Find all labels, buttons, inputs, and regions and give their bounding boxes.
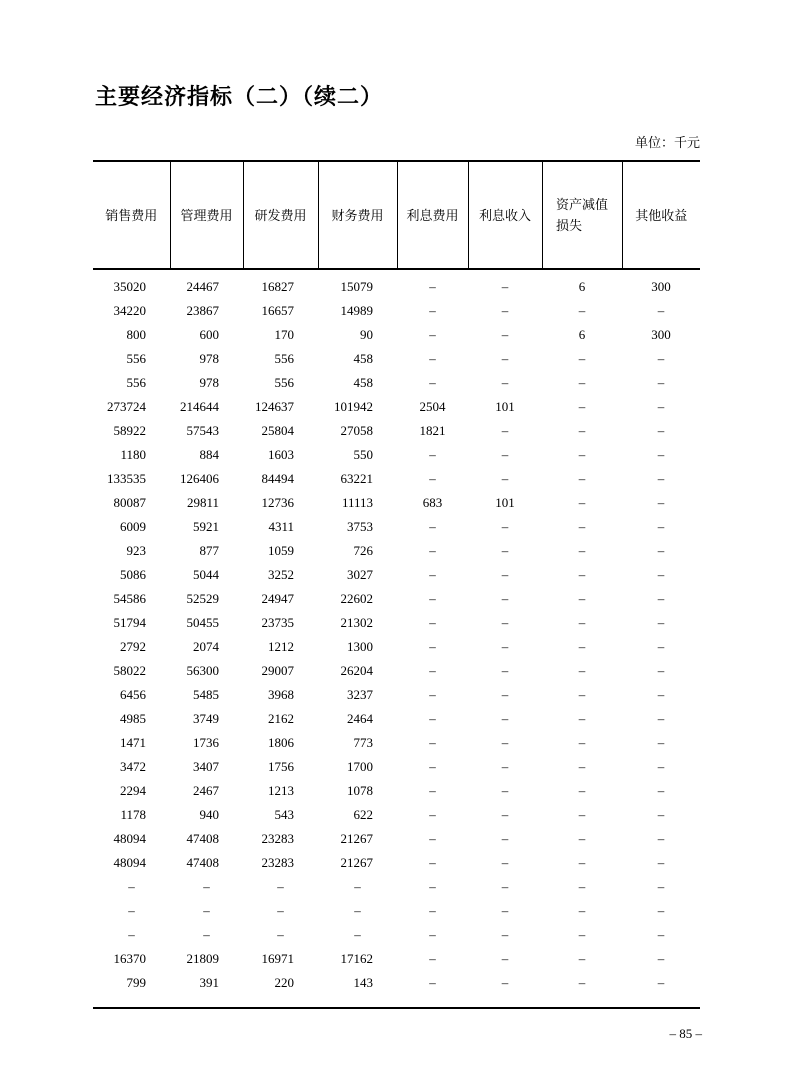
table-cell: – [657,567,665,582]
table-cell: – [501,903,509,918]
table-cell: – [501,927,509,942]
table-cell: – [429,639,436,654]
table-cell: 29007 [261,663,294,678]
table-cell: – [429,303,436,318]
table-cell: 23735 [261,615,294,630]
table-cell: – [578,807,586,822]
table-cell: 15079 [340,279,373,294]
table-cell: – [578,831,586,846]
table-cell: – [657,471,665,486]
table-row [93,755,700,779]
table-cell: – [578,879,586,894]
table-cell: 4311 [268,519,294,534]
table-row [93,707,700,731]
table-cell: – [501,375,509,390]
table-cell: 4985 [120,711,146,726]
table-cell: – [501,543,509,558]
table-cell: 21809 [186,951,219,966]
table-cell: 458 [353,375,373,390]
table-cell: – [501,447,509,462]
table-cell: 1180 [120,447,146,462]
table-cell: 24467 [186,279,219,294]
table-cell: 48094 [113,831,146,846]
table-cell: 50455 [186,615,219,630]
table-row [93,587,700,611]
table-cell: – [429,927,436,942]
table-cell: 556 [126,351,146,366]
table-cell: 3472 [120,759,146,774]
table-cell: 48094 [113,855,146,870]
table-cell: – [578,567,586,582]
table-cell: – [429,519,436,534]
table-cell: 26204 [340,663,373,678]
table-row [93,635,700,659]
table-cell: 17162 [340,951,373,966]
table-cell: 34220 [113,303,146,318]
table-cell: – [501,567,509,582]
table-row [93,515,700,539]
table-cell: 1736 [193,735,219,750]
table-cell: – [657,423,665,438]
table-cell: 16971 [261,951,294,966]
table-cell: 5044 [193,567,219,582]
page-title: 主要经济指标（二）（续二） [95,84,384,109]
table-cell: 3749 [193,711,219,726]
table-cell: 101 [495,495,515,510]
table-cell: 799 [126,975,146,990]
table-cell: 600 [199,327,219,342]
table-cell: 1806 [268,735,294,750]
table-body [93,269,700,1008]
table-cell: – [657,495,665,510]
table-cell: – [578,783,586,798]
table-cell: 54586 [113,591,146,606]
table-cell: – [501,855,509,870]
table-cell: – [429,831,436,846]
table-cell: 556 [274,375,294,390]
table-cell: 556 [126,375,146,390]
table-cell: 2294 [120,783,146,798]
table-cell: 978 [199,351,219,366]
table-cell: – [501,519,509,534]
table-cell: – [501,663,509,678]
table-row [93,827,700,851]
table-cell: 16657 [261,303,294,318]
table-cell: 124637 [255,399,294,414]
table-cell: – [657,759,665,774]
table-cell: – [657,735,665,750]
table-cell: – [578,759,586,774]
table-cell: – [657,903,665,918]
table-cell: – [354,903,361,918]
table-row [93,899,700,923]
table-cell: 6 [578,327,586,342]
table-cell: – [501,951,509,966]
table-cell: 2792 [120,639,146,654]
table-cell: 800 [126,327,146,342]
table-cell: 21302 [340,615,373,630]
table-cell: – [578,495,586,510]
table-cell: – [128,879,135,894]
table-cell: 1821 [419,423,446,438]
table-row [93,875,700,899]
table-cell: – [501,879,509,894]
table-cell: 300 [651,279,671,294]
table-cell: 6 [578,279,586,294]
column-header: 管理费用 [170,161,243,269]
table-cell: 12736 [261,495,294,510]
table-cell: 978 [199,375,219,390]
table-cell: – [501,423,509,438]
table-cell: – [429,567,436,582]
table-row [93,269,700,299]
table-row [93,467,700,491]
unit-note: 单位：千元 [634,135,700,150]
table-cell: – [203,927,210,942]
table-cell: – [657,375,665,390]
table-cell: – [657,663,665,678]
table-cell: – [578,735,586,750]
table-cell: – [203,903,210,918]
table-cell: – [578,663,586,678]
table-cell: – [203,879,210,894]
table-cell: – [657,447,665,462]
table-cell: 84494 [261,471,294,486]
page-number: – 85 – [669,1026,702,1041]
table-row [93,923,700,947]
table-cell: – [657,591,665,606]
table-cell: – [429,903,436,918]
table-cell: 56300 [186,663,219,678]
table-cell: 25804 [261,423,294,438]
table-cell: 21267 [340,855,373,870]
table-cell: – [501,279,509,294]
table-cell: 5921 [193,519,219,534]
table-cell: – [429,735,436,750]
table-cell: – [657,351,665,366]
table-row [93,539,700,563]
table-cell: – [429,543,436,558]
table-cell: – [501,303,509,318]
table-cell: 90 [360,327,373,342]
table-cell: – [657,711,665,726]
table-cell: 1078 [347,783,373,798]
table-cell: – [657,855,665,870]
table-cell: 1756 [268,759,294,774]
table-cell: – [429,879,436,894]
table-cell: 884 [199,447,219,462]
table-cell: – [501,639,509,654]
table-cell: – [657,543,665,558]
table-cell: – [578,423,586,438]
table-cell: – [578,471,586,486]
table-cell: 5485 [193,687,219,702]
table-cell: – [578,543,586,558]
table-row [93,395,700,419]
table-cell: – [429,783,436,798]
table-row [93,851,700,875]
table-container [93,160,700,1009]
table-cell: 2504 [419,399,446,414]
table-cell: 1700 [347,759,373,774]
table-cell: – [429,327,436,342]
table-cell: 23283 [261,855,294,870]
table-cell: 23283 [261,831,294,846]
table-cell: 220 [274,975,294,990]
table-cell: 47408 [186,855,219,870]
table-cell: – [128,903,135,918]
table-cell: 773 [353,735,373,750]
table-cell: 1178 [120,807,146,822]
table-cell: – [429,663,436,678]
table-cell: – [578,639,586,654]
table-cell: – [501,807,509,822]
table-cell: 550 [353,447,373,462]
table-cell: 14989 [340,303,373,318]
table-cell: – [578,351,586,366]
table-cell: 2074 [193,639,219,654]
table-cell: – [429,615,436,630]
table-row [93,683,700,707]
column-header: 财务费用 [318,161,397,269]
table-cell: – [429,975,436,990]
economic-indicators-table [93,160,700,1009]
table-cell: – [429,951,436,966]
table-cell: – [578,951,586,966]
table-cell: 47408 [186,831,219,846]
table-cell: 3753 [347,519,373,534]
table-cell: – [657,639,665,654]
table-cell: 52529 [186,591,219,606]
table-cell: 3027 [347,567,373,582]
table-cell: 3968 [268,687,294,702]
table-cell: – [578,447,586,462]
table-cell: 726 [353,543,373,558]
table-row [93,371,700,395]
table-cell: 57543 [186,423,219,438]
table-cell: 101942 [334,399,373,414]
table-cell: – [501,687,509,702]
table-row [93,947,700,971]
table-cell: – [501,759,509,774]
table-cell: – [578,687,586,702]
table-cell: – [429,375,436,390]
table-cell: 22602 [340,591,373,606]
table-cell: 24947 [261,591,294,606]
table-cell: 58922 [113,423,146,438]
table-cell: – [578,711,586,726]
table-cell: 1212 [268,639,294,654]
table-row [93,443,700,467]
table-cell: 58022 [113,663,146,678]
table-cell: 300 [651,327,671,342]
table-cell: – [501,591,509,606]
column-header: 其他收益 [622,161,700,269]
table-cell: – [657,879,665,894]
table-cell: – [657,831,665,846]
table-cell: – [429,351,436,366]
table-cell: – [429,711,436,726]
table-cell: 6456 [120,687,146,702]
table-cell: – [501,615,509,630]
table-cell: – [277,903,284,918]
table-cell: 29811 [186,495,219,510]
table-cell: – [578,303,586,318]
table-cell: 3407 [193,759,219,774]
table-cell: 170 [274,327,294,342]
table-cell: – [657,687,665,702]
table-cell: – [578,615,586,630]
table-cell: – [657,807,665,822]
table-cell: – [578,591,586,606]
table-cell: 1300 [347,639,373,654]
table-cell: 16827 [261,279,294,294]
table-cell: – [429,759,436,774]
table-cell: 214644 [180,399,219,414]
table-cell: – [657,975,665,990]
table-cell: 1471 [120,735,146,750]
table-cell: – [429,591,436,606]
table-row [93,803,700,827]
table-cell: 458 [353,351,373,366]
table-cell: 6009 [120,519,146,534]
table-cell: – [354,879,361,894]
table-cell: 1213 [268,783,294,798]
table-cell: 1603 [268,447,294,462]
table-cell: – [501,783,509,798]
table-cell: 27058 [340,423,373,438]
table-cell: 3237 [347,687,373,702]
table-head [93,161,700,269]
table-cell: – [657,303,665,318]
table-cell: – [128,927,135,942]
table-cell: 126406 [180,471,219,486]
table-row [93,323,700,347]
table-cell: 2162 [268,711,294,726]
table-cell: – [429,687,436,702]
table-cell: – [429,447,436,462]
table-cell: – [578,927,586,942]
table-cell: 80087 [113,495,146,510]
table-cell: 556 [274,351,294,366]
table-cell: – [429,279,436,294]
table-cell: 21267 [340,831,373,846]
table-cell: – [657,783,665,798]
table-cell: – [501,711,509,726]
table-cell: 683 [422,495,443,510]
table-cell: 622 [353,807,373,822]
table-row [93,563,700,587]
table-cell: – [578,903,586,918]
table-row [93,491,700,515]
table-cell: – [501,351,509,366]
table-cell: 133535 [107,471,146,486]
table-cell: – [657,615,665,630]
table-cell: 35020 [113,279,146,294]
table-cell: – [277,927,284,942]
table-row [93,779,700,803]
table-row [93,659,700,683]
table-cell: – [501,471,509,486]
table-cell: 940 [199,807,219,822]
table-cell: 273724 [107,399,146,414]
table-cell: – [429,807,436,822]
table-cell: – [277,879,284,894]
table-cell: – [578,375,586,390]
table-cell: 923 [126,543,146,558]
table-cell: – [501,327,509,342]
table-cell: – [657,399,665,414]
table-cell: 2464 [347,711,373,726]
table-row [93,611,700,635]
table-cell: – [501,735,509,750]
table-cell: – [657,951,665,966]
column-header: 研发费用 [243,161,318,269]
table-cell: – [354,927,361,942]
table-cell: – [578,975,586,990]
table-row [93,971,700,1008]
table-cell: 1059 [268,543,294,558]
table-header-row [93,161,700,269]
table-cell: – [657,519,665,534]
table-cell: – [501,831,509,846]
table-cell: – [578,399,586,414]
table-row [93,347,700,371]
table-cell: 2467 [193,783,219,798]
table-row [93,419,700,443]
table-cell: 11113 [341,495,373,510]
table-cell: 391 [199,975,219,990]
table-cell: – [429,471,436,486]
table-cell: 23867 [186,303,219,318]
table-cell: 16370 [113,951,146,966]
table-cell: – [578,855,586,870]
table-cell: 5086 [120,567,146,582]
table-cell: 877 [199,543,219,558]
table-cell: 543 [274,807,294,822]
table-cell: – [501,975,509,990]
table-cell: 101 [495,399,515,414]
table-cell: 3252 [268,567,294,582]
table-cell: – [429,855,436,870]
column-header: 利息费用 [397,161,468,269]
table-cell: 51794 [113,615,146,630]
table-cell: 63221 [340,471,373,486]
column-header: 资产减值 损失 [542,161,622,269]
column-header: 利息收入 [468,161,542,269]
table-cell: – [578,519,586,534]
table-row [93,731,700,755]
table-row [93,299,700,323]
column-header: 销售费用 [93,161,170,269]
table-cell: – [657,927,665,942]
table-cell: 143 [353,975,373,990]
